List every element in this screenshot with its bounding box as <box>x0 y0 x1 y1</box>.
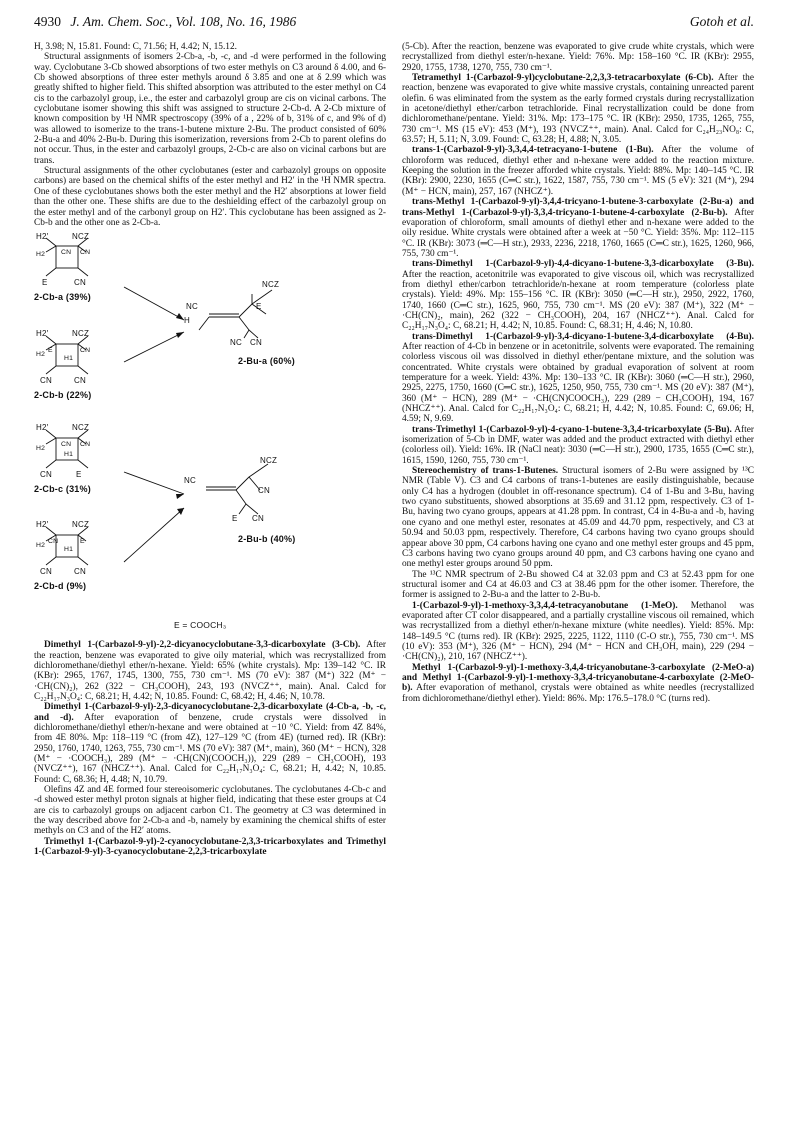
atom-label: CN <box>258 486 270 496</box>
atom-label: H2 <box>36 542 46 550</box>
atom-label: H2 <box>36 351 46 359</box>
atom-label: NCZ <box>72 329 90 339</box>
isomer-label-2-cb-b: 2-Cb-b (22%) <box>34 390 92 401</box>
atom-label: CN <box>61 249 72 257</box>
compound-heading: Dimethyl 1-(Carbazol-9-yl)-2,3-dicyanocyclobutane-2,3-dicarboxylate (4-Cb-a, -b, -c, and -d). <box>34 702 386 723</box>
atom-label: E <box>80 538 85 546</box>
compound-heading: trans-Trimethyl 1-(Carbazol-9-yl)-4-cyano-1-butene-3,3,4-tricarboxylate (5-Bu). <box>412 424 732 435</box>
arrow <box>124 287 184 320</box>
atom-label: NCZ <box>262 280 280 290</box>
atom-label: H1 <box>64 546 74 554</box>
paragraph: After evaporation of chloroform, small amounts of diethyl ether and n-hexane were added to the oily residue. White crystals were obtained after a week at −50 °C. Yield: 35%. Mp: 112–115 °C. IR (KBr): 3073 (═C—H str.), 2933, 2236, 2218, 1760, 1665 (C═C str.), 1625, 1260, 966, 755, 730 cm⁻¹. <box>402 207 754 259</box>
isomer-label-2-bu-a: 2-Bu-a (60%) <box>238 356 295 367</box>
paragraph: After the reaction, benzene was evaporated to give oily material, which was recrystallized from dichloromethane/diethyl ether/n-hexane. Yield: 65% (white crystals). Mp: 139–142 °C. IR (KBr): 2965, 1767, 1745, 1300, 755, 730 cm⁻¹. MS (70 eV): 387 (M⁺) 322 (M⁺ − ·CH(CN)₂), 262 (322 − CH₃COOH), 243, 193 (NVCZ⁺⁺, main). Anal. Calcd for C₂₂H₁₇N₃O₄: C, 68.21; H, 4.42; N, 10.85. Found: C, 68.42; H, 4.46; N, 10.78. <box>34 640 386 702</box>
paragraph: After the reaction, acetonitrile was evaporated to give viscous oil, which was recrystallized from diethyl ether/carbon tetrachloride/n-hexane at room temperature (colorless plate crystals). Yield: 49%. Mp: 155–156 °C. IR (KBr): 3050 (═C—H str.), 2950, 2922, 1760, 1740, 1660 (C═C str.), 1625, 960, 755, 730 cm⁻¹. MS (20 eV): 387 (M⁺), 322 (M⁺ − ·CH(CN)₂, main), 262 (322 − CH₃COOH), 204, 167 (NHCZ⁺⁺). Anal. Calcd for C₂₂H₁₇N₃O₄: C, 68.21; H, 4.42; N, 10.85. Found: C, 68.31; H, 4.46; N, 10.80. <box>402 269 754 332</box>
paragraph: Structural assignments of isomers 2-Cb-a, -b, -c, and -d were performed in the following way. Cyclobutane 3-Cb showed absorptions of two ester methyls on C3 around δ 4.00, and 6-Cb showed absorptions of three ester methyls around δ 3.85 and one at δ 2.99 which was greatly shifted to higher field. This shifted absorption was attributed to the ester methyl on C4 cis to the carbazolyl group, i.e., the ester and carbazolyl group are cis on vicinal carbons. The cyclobutane isomer showing this shift was assigned to structure 2-Cb-d. A 2-Cb mixture of known composition by ¹H NMR spectroscopy (39% of a , 22% of b, 31% of c, and 9% of d) was allowed to isomerize to the trans-1-butene mixture 2-Bu. The product consisted of 60% 2-Bu-a and 40% 2-Bu-b. During this isomerization, reversions from 2-Cb to parent olefins do not occur. Thus, in the ester and carbazolyl groups, 2-Cb-c are also on vicinal carbons but are trans. <box>34 52 386 166</box>
compound-heading: 1-(Carbazol-9-yl)-1-methoxy-3,3,4,4-tetracyanobutane (1-MeO). <box>412 600 678 611</box>
compound-heading: trans-Methyl 1-(Carbazol-9-yl)-3,4,4-tricyano-1-butene-3-carboxylate (2-Bu-a) and trans-Methyl 1-(Carbazol-9-yl)-3,3,4-tricyano-1-butene-4-carboxylate (2-Bu-b). <box>402 197 754 218</box>
compound-heading: trans-1-(Carbazol-9-yl)-3,3,4,4-tetracyano-1-butene (1-Bu). <box>412 145 654 156</box>
atom-label: CN <box>80 441 91 449</box>
atom-label: NCZ <box>72 520 90 530</box>
atom-label: CN <box>250 338 262 348</box>
atom-label: H2 <box>36 445 46 453</box>
paragraph: After evaporation of benzene, crude crystals were dissolved in dichloromethane/diethyl ether/n-hexane and were obtained at −10 °C. Yield: from 4Z 84%, from 4E 80%. Mp: 118–119 °C (from 4Z), 127–129 °C (from 4E) (turned red). IR (KBr): 2950, 1760, 1740, 1263, 755, 730 cm⁻¹. MS (70 eV): 387 (M⁺, main), 360 (M⁺ − HCN), 328 (M⁺ − ·COOCH₃), 289 (M⁺ − ·CH(CN)(COOCH₃)), 229 (289 − CH₃COOH), 193 (NVCZ⁺⁺), 167 (NHCZ⁺⁺). Anal. Calcd for C₂₂H₁₇N₃O₄: C, 68.21; H, 4.42; N, 10.85. Found: C, 68.36; H, 4.48; N, 10.79. <box>34 712 386 785</box>
arrowhead <box>176 332 184 338</box>
paragraph: H, 3.98; N, 15.81. Found: C, 71.56; H, 4.42; N, 15.12. <box>34 42 237 52</box>
paragraph: After the volume of chloroform was reduced, diethyl ether and n-hexane were added to the reaction mixture. Keeping the solution in the freezer afforded white crystals. Yield: 88%. Mp: 140–145 °C. IR (KBr): 2900, 2230, 1655 (C═C str.), 1622, 1587, 755, 730 cm⁻¹. MS (5 eV): 321 (M⁺), 294 (M⁺ − HCN, main), 257, 167 (NHCZ⁺). <box>402 145 754 197</box>
atom-label: CN <box>40 376 52 386</box>
atom-label: CN <box>252 514 264 524</box>
atom-label: H <box>184 316 190 326</box>
atom-label: H1 <box>64 451 74 459</box>
arrow <box>124 508 184 562</box>
atom-label: NC <box>186 302 198 312</box>
compound-heading: Dimethyl 1-(Carbazol-9-yl)-2,2-dicyanocyclobutane-3,3-dicarboxylate (3-Cb). <box>44 640 361 651</box>
paragraph: Methanol was evaporated after CT color disappeared, and a partially crystalline viscous oil remained, which was recrystallized from a diethyl ether/n-hexane mixture (white needles). Yield: 85%. Mp: 148–149.5 °C (turns red). IR (KBr): 2925, 2225, 1122, 1110 (C-O str.), 755, 730 cm⁻¹. MS (10 eV): 353 (M⁺), 326 (M⁺ − HCN), 294 (M⁺ − HCN and CH₃OH, main), 229 (294 − ·CH(CN)₂), 210, 167 (NHCZ⁺⁺). <box>402 600 755 663</box>
atom-label: H2′ <box>36 329 49 339</box>
paragraph: After reaction of 4-Cb in benzene or in acetonitrile, solvents were evaporated. The remaining colorless viscous oil was dissolved in diethyl ether/pentane mixture, and the solution was concentrated. White crystals were obtained by gradual evaporation of solvent at room temperature for a week. Yield: 43%. Mp: 130–133 °C. IR (KBr): 3060 (═C—H str.), 2960, 2925, 2275, 1750, 1660 (C═C str.), 1625, 1250, 950, 755, 730 cm⁻¹. MS (20 eV): 387 (M⁺), 360 (M⁺ − HCN), 289 (M⁺ − ·CH(CN)COOCH₃), 229 (289 − CH₃COOH), 194, 167 (NHCZ⁺⁺). Anal. Calcd for C₂₂H₁₇N₃O₄: C, 68.21; H, 4.42; N, 10.85. Found: C, 69.06; H, 4.59; N, 9.69. <box>402 341 754 425</box>
atom-label: H2′ <box>36 423 49 433</box>
compound-heading: trans-Dimethyl 1-(Carbazol-9-yl)-4,4-dicyano-1-butene-3,3-dicarboxylate (3-Bu). <box>412 259 754 270</box>
running-authors: Gotoh et al. <box>689 14 754 29</box>
atom-label: CN <box>74 278 86 288</box>
atom-label: E <box>232 514 238 524</box>
arrowhead <box>176 494 184 499</box>
atom-label: H2′ <box>36 232 49 242</box>
atom-label: E <box>48 347 53 355</box>
isomer-label-2-cb-a: 2-Cb-a (39%) <box>34 292 91 303</box>
atom-label: NCZ <box>260 456 278 466</box>
atom-label: CN <box>40 470 52 480</box>
section-heading: Stereochemistry of trans-1-Butenes. <box>412 466 559 477</box>
atom-label: H2 <box>36 251 46 259</box>
atom-label: NCZ <box>72 232 90 242</box>
isomer-label-2-cb-d: 2-Cb-d (9%) <box>34 581 87 592</box>
right-column <box>402 42 754 704</box>
isomerization-scheme <box>34 232 386 634</box>
atom-label: E <box>256 302 262 312</box>
atom-label: CN <box>74 567 86 577</box>
compound-heading: Tetramethyl 1-(Carbazol-9-yl)cyclobutane-2,2,3,3-tetracarboxylate (6-Cb). <box>412 73 714 84</box>
atom-label: CN <box>80 347 91 355</box>
atom-label: NC <box>184 476 196 486</box>
paragraph: After evaporation of methanol, crystals were obtained as white needles (recrystallized from dichloromethane/diethyl ether). Yield: 86%. Mp: 176.5–178.0 °C (turns red). <box>402 683 754 704</box>
arrowhead <box>176 313 184 320</box>
running-header <box>34 14 754 36</box>
compound-heading: Trimethyl 1-(Carbazol-9-yl)-2-cyanocyclobutane-2,3,3-tricarboxylates and Trimethyl 1-(Carbazol-9-yl)-3-cyanocyclobutane-2,2,3-tricarboxylate <box>34 836 386 858</box>
journal-citation: J. Am. Chem. Soc., Vol. 108, No. 16, 1986 <box>70 14 297 29</box>
paragraph: After the reaction, benzene was evaporated to give white massive crystals, containing unreacted parent olefin. 6 was eliminated from the system as the early formed crystals during recrystallization in acetone/diethyl ether/carbon tetrachloride. Final recrystallization could be done from dichloromethane/pentane. Yield: 31%. Mp: 173–175 °C. IR (KBr): 2950, 1735, 1265, 755, 730 cm⁻¹. MS (15 eV): 453 (M⁺), 193 (NVCZ⁺⁺, main). Anal. Calcd for C₂₄H₂₃NO₈: C, 63.57; H, 5.11; N, 3.09. Found: C, 63.28; H, 4.88; N, 3.05. <box>402 73 754 146</box>
scheme-legend: E = COOCH₃ <box>174 620 227 631</box>
compound-heading: Methyl 1-(Carbazol-9-yl)-1-methoxy-3,4,4-tricyanobutane-3-carboxylate (2-MeO-a) and Methyl 1-(Carbazol-9-yl)-1-methoxy-3,3,4-tricyanobutane-4-carboxylate (2-MeO-b). <box>402 662 754 694</box>
page-number: 4930 <box>34 14 61 29</box>
atom-label: CN <box>80 249 91 257</box>
arrow <box>124 472 184 494</box>
paragraph: Structural isomers of 2-Bu were assigned by ¹³C NMR (Table V). C3 and C4 carbons of trans-1-butenes are easily distinguishable, because only C4 has a hydrogen (doublet in off-resonance spectrum). C4 of 1-Bu and 3-Bu, having two cyano substituents, showed absorptions at 35.69 and 31.12 ppm, respectively. C3 of 1-Bu, having two cyano groups, appears at 41.28 ppm. In contrast, C4 in 4-Bu-a and -b, having one cyano and one methyl ester, resonates at 45.09 and 44.70 ppm, respectively, and C3 at 50.94 and 50.03 ppm, respectively. Therefore, C4 carbons having two cyano groups should appear above 30 ppm, C4 carbons having one cyano and one methyl ester groups and 45 ppm, C3 carbons having two cyano groups around 40 ppm, and C3 carbons having one cyano and one methyl ester groups around 50 ppm. <box>402 466 754 570</box>
isomer-label-2-bu-b: 2-Bu-b (40%) <box>238 534 296 545</box>
paragraph: (5-Cb). After the reaction, benzene was evaporated to give crude white crystals, which were recrystallized from diethyl ester/n-hexane. Yield: 76%. Mp: 158–160 °C. IR (KBr): 2955, 2920, 1755, 1738, 1270, 755, 730 cm⁻¹. <box>402 42 754 73</box>
isomer-label-2-cb-c: 2-Cb-c (31%) <box>34 484 91 495</box>
atom-label: H2′ <box>36 520 49 530</box>
atom-label: E <box>42 278 48 288</box>
paragraph: The ¹³C NMR spectrum of 2-Bu showed C4 at 32.03 ppm and C3 at 52.43 ppm for one structural isomer and C4 at 46.03 and C3 at 38.46 ppm for the other isomer. Therefore, the former is assigned to 2-Bu-a and the latter to 2-Bu-b. <box>402 569 754 601</box>
atom-label: CN <box>40 567 52 577</box>
paragraph: Structural assignments of the other cyclobutanes (ester and carbazolyl groups on opposite carbons) are based on the chemical shifts of the ester methyl and H2′ in the ¹H NMR spectra. One of these cyclobutanes shows both the ester methyl and the H2′ absorptions at lower field than the other one. These shifts are due to the deshielding effect of the carbazolyl group on the ester methyl and of the carbonyl group on H2′. This cyclobutane has been assigned as 2-Cb-b and the other one as 2-Cb-a. <box>34 166 386 228</box>
left-column <box>34 42 386 857</box>
compound-heading: trans-Dimethyl 1-(Carbazol-9-yl)-3,4-dicyano-1-butene-3,4-dicarboxylate (4-Bu). <box>412 331 754 342</box>
arrow <box>124 332 184 362</box>
atom-label: NCZ <box>72 423 90 433</box>
paragraph: After isomerization of 5-Cb in DMF, water was added and the product extracted with diethyl ether (colorless oil). Yield: 16%. IR (NaCl neat): 3030 (═C—H str.), 2900, 1735, 1655 (C═C str.), 1615, 1590, 1260, 755, 730 cm⁻¹. <box>402 424 754 466</box>
atom-label: NC <box>230 338 242 348</box>
paragraph: Olefins 4Z and 4E formed four stereoisomeric cyclobutanes. The cyclobutanes 4-Cb-c and -d showed ester methyl proton signals at higher field, indicating that these ester groups at C4 are cis to carbazolyl groups on adjacent carbon C1. The geometry at C3 was determined in the way described above for 2-Cb-a and -b, namely by examining the chemical shifts of ester methyls on C3 and of the H2′ atoms. <box>34 785 386 837</box>
atom-label: H1 <box>64 355 74 363</box>
atom-label: CN <box>61 441 72 449</box>
atom-label: E <box>76 470 82 480</box>
atom-label: CN <box>74 376 86 386</box>
atom-label: CN <box>48 538 59 546</box>
